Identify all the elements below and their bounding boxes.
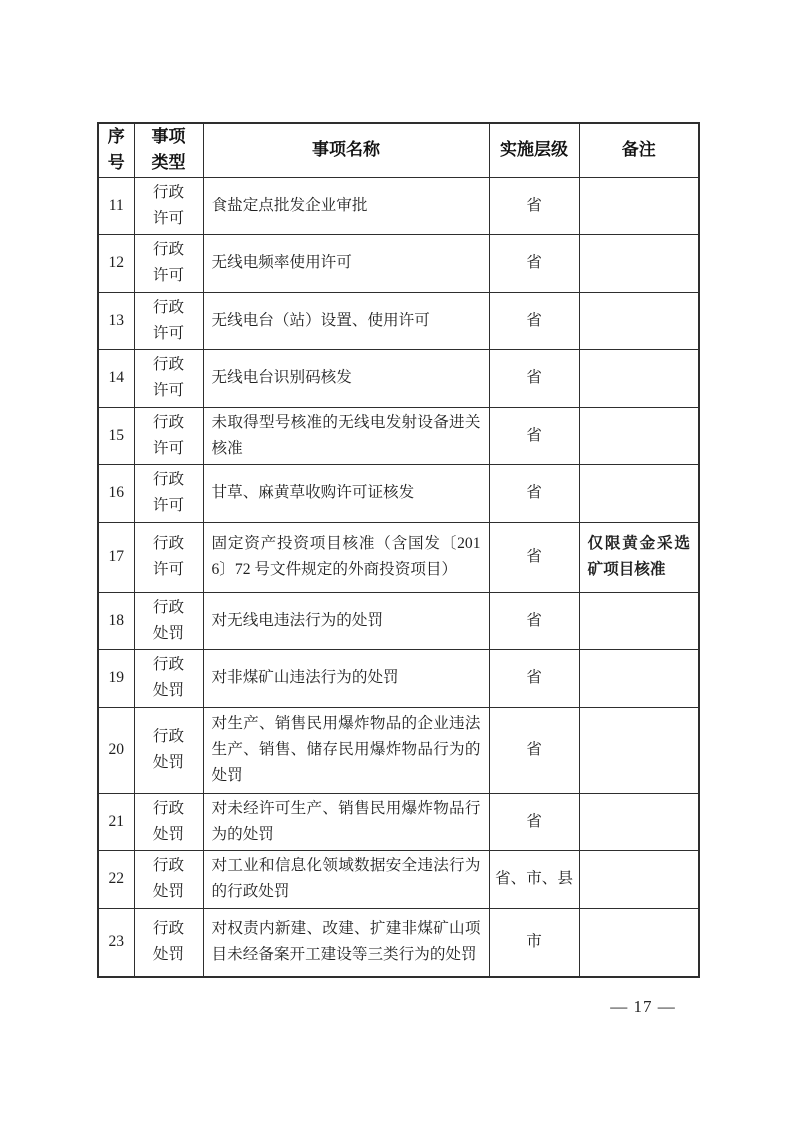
table-row: [98, 292, 699, 350]
cell-remark: [579, 292, 699, 350]
cell-seq: 22: [98, 851, 134, 909]
cell-remark: [579, 350, 699, 408]
cell-remark: [579, 908, 699, 977]
cell-level: 省: [489, 350, 579, 408]
cell-name: 对非煤矿山违法行为的处罚: [203, 650, 489, 708]
cell-remark: [579, 177, 699, 235]
cell-name: 对无线电违法行为的处罚: [203, 592, 489, 650]
cell-remark: 仅限黄金采选矿项目核准: [579, 522, 699, 592]
cell-seq: 12: [98, 235, 134, 293]
cell-remark: [579, 592, 699, 650]
cell-level: 省: [489, 292, 579, 350]
cell-level: 省: [489, 592, 579, 650]
cell-level: 省: [489, 177, 579, 235]
cell-remark: [579, 851, 699, 909]
cell-seq: 15: [98, 407, 134, 465]
cell-level: 省: [489, 650, 579, 708]
cell-name: 甘草、麻黄草收购许可证核发: [203, 465, 489, 523]
table-row: [98, 793, 699, 851]
header-row: [98, 123, 699, 177]
cell-name: 无线电台识别码核发: [203, 350, 489, 408]
table-row: [98, 650, 699, 708]
cell-level: 省: [489, 465, 579, 523]
table-row: [98, 177, 699, 235]
cell-seq: 13: [98, 292, 134, 350]
cell-type: 行政处罚: [134, 793, 203, 851]
cell-remark: [579, 650, 699, 708]
cell-type: 行政许可: [134, 350, 203, 408]
cell-type: 行政许可: [134, 177, 203, 235]
cell-seq: 23: [98, 908, 134, 977]
cell-name: 食盐定点批发企业审批: [203, 177, 489, 235]
cell-type: 行政许可: [134, 465, 203, 523]
cell-level: 市: [489, 908, 579, 977]
items-table: [97, 122, 700, 978]
column-header-level: 实施层级: [489, 123, 579, 177]
table-row: [98, 465, 699, 523]
table-row: [98, 522, 699, 592]
cell-level: 省: [489, 407, 579, 465]
cell-remark: [579, 707, 699, 793]
cell-seq: 17: [98, 522, 134, 592]
cell-remark: [579, 235, 699, 293]
cell-level: 省、市、县: [489, 851, 579, 909]
column-header-seq: 序号: [98, 123, 134, 177]
cell-type: 行政许可: [134, 292, 203, 350]
cell-name: 对工业和信息化领域数据安全违法行为的行政处罚: [203, 851, 489, 909]
table-row: [98, 707, 699, 793]
cell-seq: 14: [98, 350, 134, 408]
cell-name: 未取得型号核准的无线电发射设备进关核准: [203, 407, 489, 465]
table-row: [98, 592, 699, 650]
table-row: [98, 350, 699, 408]
cell-type: 行政许可: [134, 235, 203, 293]
table-row: [98, 908, 699, 977]
cell-name: 无线电台（站）设置、使用许可: [203, 292, 489, 350]
column-header-type: 事项类型: [134, 123, 203, 177]
cell-remark: [579, 793, 699, 851]
page-number: — 17 —: [610, 997, 676, 1016]
cell-type: 行政处罚: [134, 592, 203, 650]
cell-type: 行政许可: [134, 407, 203, 465]
table-body: [98, 177, 699, 977]
cell-name: 无线电频率使用许可: [203, 235, 489, 293]
cell-seq: 21: [98, 793, 134, 851]
cell-seq: 18: [98, 592, 134, 650]
cell-name: 对权责内新建、改建、扩建非煤矿山项目未经备案开工建设等三类行为的处罚: [203, 908, 489, 977]
cell-level: 省: [489, 522, 579, 592]
cell-type: 行政处罚: [134, 707, 203, 793]
table-row: [98, 235, 699, 293]
cell-type: 行政处罚: [134, 851, 203, 909]
table-row: [98, 851, 699, 909]
column-header-remark: 备注: [579, 123, 699, 177]
table-header: [98, 123, 699, 177]
cell-name: 对未经许可生产、销售民用爆炸物品行为的处罚: [203, 793, 489, 851]
table-row: [98, 407, 699, 465]
cell-remark: [579, 465, 699, 523]
cell-type: 行政处罚: [134, 650, 203, 708]
cell-seq: 19: [98, 650, 134, 708]
cell-level: 省: [489, 793, 579, 851]
cell-seq: 11: [98, 177, 134, 235]
cell-type: 行政处罚: [134, 908, 203, 977]
column-header-name: 事项名称: [203, 123, 489, 177]
cell-name: 固定资产投资项目核准（含国发〔2016〕72 号文件规定的外商投资项目）: [203, 522, 489, 592]
cell-seq: 20: [98, 707, 134, 793]
cell-name: 对生产、销售民用爆炸物品的企业违法生产、销售、储存民用爆炸物品行为的处罚: [203, 707, 489, 793]
cell-remark: [579, 407, 699, 465]
cell-seq: 16: [98, 465, 134, 523]
cell-level: 省: [489, 235, 579, 293]
cell-level: 省: [489, 707, 579, 793]
cell-type: 行政许可: [134, 522, 203, 592]
